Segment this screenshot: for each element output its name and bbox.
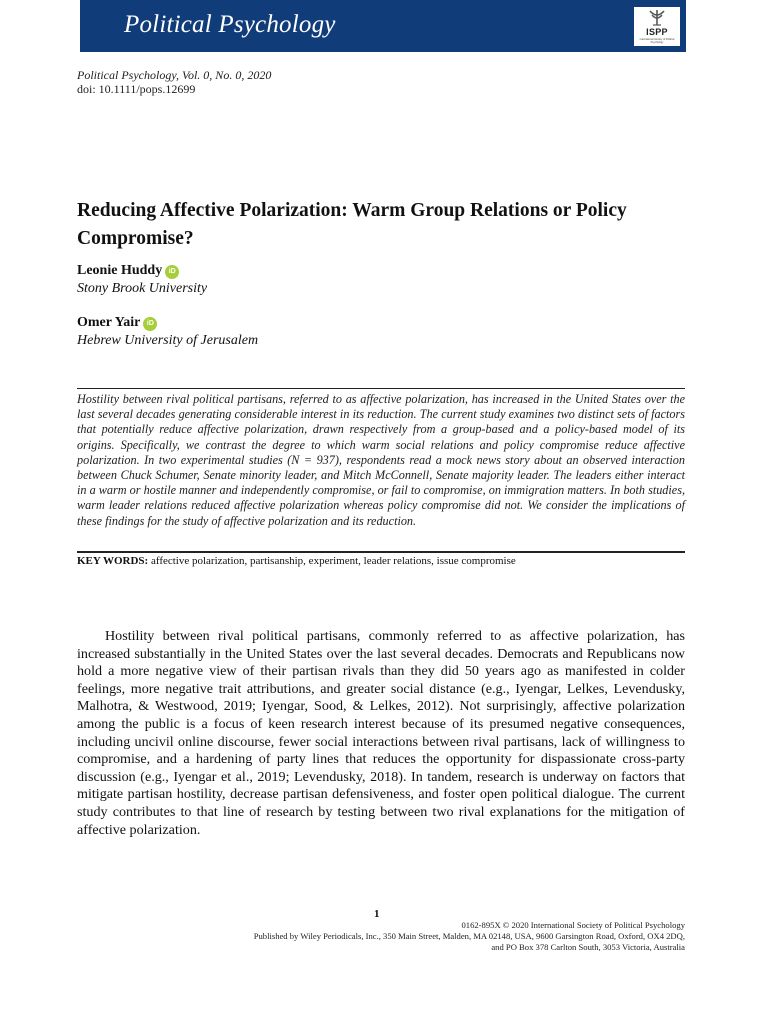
author-affiliation: Stony Brook University — [77, 281, 208, 296]
keywords — [77, 555, 685, 568]
abstract-top-rule — [77, 388, 685, 389]
citation-journal-line: Political Psychology, Vol. 0, No. 0, 2020 — [77, 68, 272, 82]
ispp-logo-text: ISPP — [646, 27, 668, 37]
abstract: Hostility between rival political partisans, referred to as affective polarization, has increased in the United States over the last several decades generating considerable interest in its reduction. The current study examines two distinct sets of factors that potentially reduce affective polarization, drawn respectively from a group-based and a policy-based model of its origins. Specifically, we contrast the degree to which warm social relations and policy compromise reduce affective polarization. In two experimental studies (N = 937), respondents read a mock news story about an observed interaction between Chuck Schumer, Senate minority leader, and Mitch McConnell, Senate majority leader. The leaders either interact in a warm or hostile manner and independently compromise, or fail to compromise, on immigration matters. In both studies, warm leader relations reduced affective polarization whereas policy compromise did not. We consider the implications of these findings for the study of affective polarization and its reduction. — [77, 392, 685, 528]
journal-title: Political Psychology — [124, 11, 336, 38]
article-title: Reducing Affective Polarization: Warm Group Relations or Policy Compromise? — [77, 200, 627, 249]
author-2 — [77, 314, 258, 350]
ispp-logo-subtext: International Society of Political Psychology — [639, 38, 675, 44]
footer-publisher: Published by Wiley Periodicals, Inc., 350 Main Street, Malden, MA 02148, USA, 9600 Garsington Road, Oxford, OX4 2DQ, — [253, 931, 685, 941]
citation-block — [77, 68, 271, 96]
ispp-logo — [634, 7, 680, 46]
publisher-footer — [254, 920, 685, 953]
orcid-icon[interactable]: iD — [165, 265, 179, 279]
footer-copyright: 0162-895X © 2020 International Society of Political Psychology — [461, 920, 685, 930]
page-number: 1 — [374, 908, 380, 920]
journal-banner — [80, 0, 686, 52]
footer-address: and PO Box 378 Carlton South, 3053 Victoria, Australia — [491, 942, 685, 952]
author-affiliation: Hebrew University of Jerusalem — [77, 333, 259, 348]
citation-doi[interactable]: doi: 10.1111/pops.12699 — [77, 82, 196, 96]
author-name: Leonie Huddy — [77, 263, 163, 278]
abstract-bottom-rule — [77, 551, 685, 553]
keywords-list: affective polarization, partisanship, experiment, leader relations, issue compromise — [150, 555, 516, 567]
author-1 — [77, 262, 207, 298]
author-name: Omer Yair — [77, 315, 141, 330]
orcid-icon[interactable]: iD — [143, 317, 157, 331]
keywords-label: KEY WORDS: — [77, 555, 149, 567]
ispp-emblem-icon — [634, 7, 680, 29]
body-paragraph: Hostility between rival political partisans, commonly referred to as affective polarization, has increased substantially in the United States over the last several decades. Democrats and Republicans now hold a more negative view of their partisan rivals than they did 50 years ago as manifested in colder feelings, more negative trait attributions, and greater social distance (e.g., Iyengar, Lelkes, Levendusky, Malhotra, & Westwood, 2019; Iyengar, Sood, & Lelkes, 2012). Not surprisingly, affective polarization among the public is a focus of keen research interest because of its presumed negative consequences, including uncivil online discourse, fewer social interactions between rival partisans, lack of willingness to compromise, and a hardening of party lines that reduces the opportunity for dispassionate cross-party discussion (e.g., Iyengar et al., 2019; Levendusky, 2018). In tandem, research is underway on factors that mitigate partisan hostility, decrease partisan defensiveness, and foster open political dialogue. The current study contributes to that line of research by testing between two rival explanations for the mitigation of affective polarization. — [77, 628, 685, 838]
